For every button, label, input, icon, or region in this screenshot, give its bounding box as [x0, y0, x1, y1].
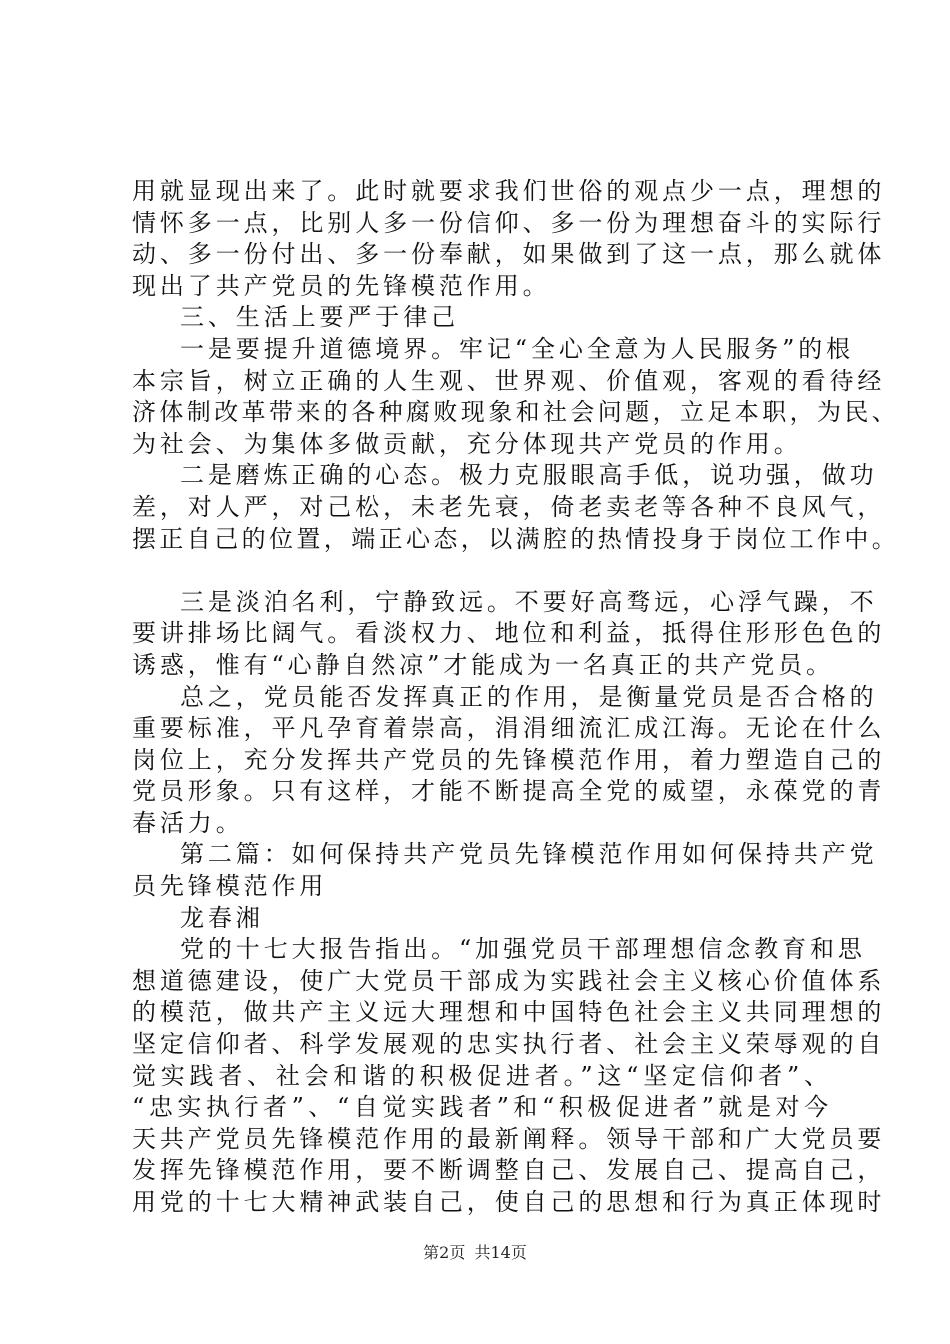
text-line: 用就显现出来了。此时就要求我们世俗的观点少一点，理想的 [132, 177, 886, 205]
text-line: 差，对人严，对己松，未老先衰，倚老卖老等各种不良风气， [132, 492, 886, 521]
section-heading: 三、生活上要严于律己 [180, 303, 459, 332]
text-line: 二是磨炼正确的心态。极力克服眼高手低，说功强，做功 [180, 461, 878, 490]
page-total: 共14页 [474, 1243, 527, 1262]
text-line: 诱惑，惟有“心静自然凉”才能成为一名真正的共产党员。 [132, 650, 834, 679]
text-line: 一是要提升道德境界。牢记“全心全意为人民服务”的根 [180, 334, 855, 363]
text-line: 摆正自己的位置，端正心态，以满腔的热情投身于岗位工作中。 [132, 524, 900, 553]
paragraph-gap [132, 555, 832, 587]
text-line: 天共产党员先锋模范作用的最新阐释。领导干部和广大党员要 [132, 1124, 886, 1153]
text-line: 济体制改革带来的各种腐败现象和社会问题，立足本职，为民、 [132, 398, 900, 427]
text-line: 总之，党员能否发挥真正的作用，是衡量党员是否合格的 [180, 682, 878, 711]
author-name: 龙春湘 [180, 903, 264, 932]
text-line: 的模范，做共产主义远大理想和中国特色社会主义共同理想的 [132, 998, 886, 1027]
page-footer [0, 1243, 950, 1263]
text-line: 坚定信仰者、科学发展观的忠实执行者、社会主义荣辱观的自 [132, 1030, 886, 1059]
text-line: 动、多一份付出、多一份奉献，如果做到了这一点，那么就体 [132, 240, 886, 269]
text-line: 三是淡泊名利，宁静致远。不要好高骛远，心浮气躁，不 [180, 587, 878, 616]
text-line: 重要标准，平凡孕育着崇高，涓涓细流汇成江海。无论在什么 [132, 714, 886, 743]
text-line: 党员形象。只有这样，才能不断提高全党的威望，永葆党的青 [132, 777, 886, 806]
text-line: 要讲排场比阔气。看淡权力、地位和利益，抵得住形形色色的 [132, 619, 886, 648]
page-number: 第2页 [423, 1243, 466, 1262]
body-text [132, 176, 900, 1219]
text-line: 党的十七大报告指出。“加强党员干部理想信念教育和思 [180, 935, 866, 964]
chapter-heading-cont: 员先锋模范作用 [132, 872, 328, 901]
text-line: 现出了共产党员的先锋模范作用。 [132, 271, 551, 300]
text-line: 发挥先锋模范作用，要不断调整自己、发展自己、提高自己， [132, 1156, 886, 1185]
text-line: 为社会、为集体多做贡献，充分体现共产党员的作用。 [132, 429, 802, 458]
text-line: 情怀多一点，比别人多一份信仰、多一份为理想奋斗的实际行 [132, 208, 886, 237]
text-line: 想道德建设，使广大党员干部成为实践社会主义核心价值体系 [132, 966, 886, 995]
text-line: “忠实执行者”、“自觉实践者”和“积极促进者”就是对今 [132, 1093, 832, 1122]
text-line: 觉实践者、社会和谐的积极促进者。”这“坚定信仰者”、 [132, 1061, 832, 1090]
text-line: 本宗旨，树立正确的人生观、世界观、价值观，客观的看待经 [132, 366, 886, 395]
chapter-heading: 第二篇：如何保持共产党员先锋模范作用如何保持共产党 [180, 840, 878, 869]
text-line: 用党的十七大精神武装自己，使自己的思想和行为真正体现时 [132, 1188, 886, 1216]
text-line: 春活力。 [132, 808, 244, 837]
text-line: 岗位上，充分发挥共产党员的先锋模范作用，着力塑造自己的 [132, 745, 886, 774]
